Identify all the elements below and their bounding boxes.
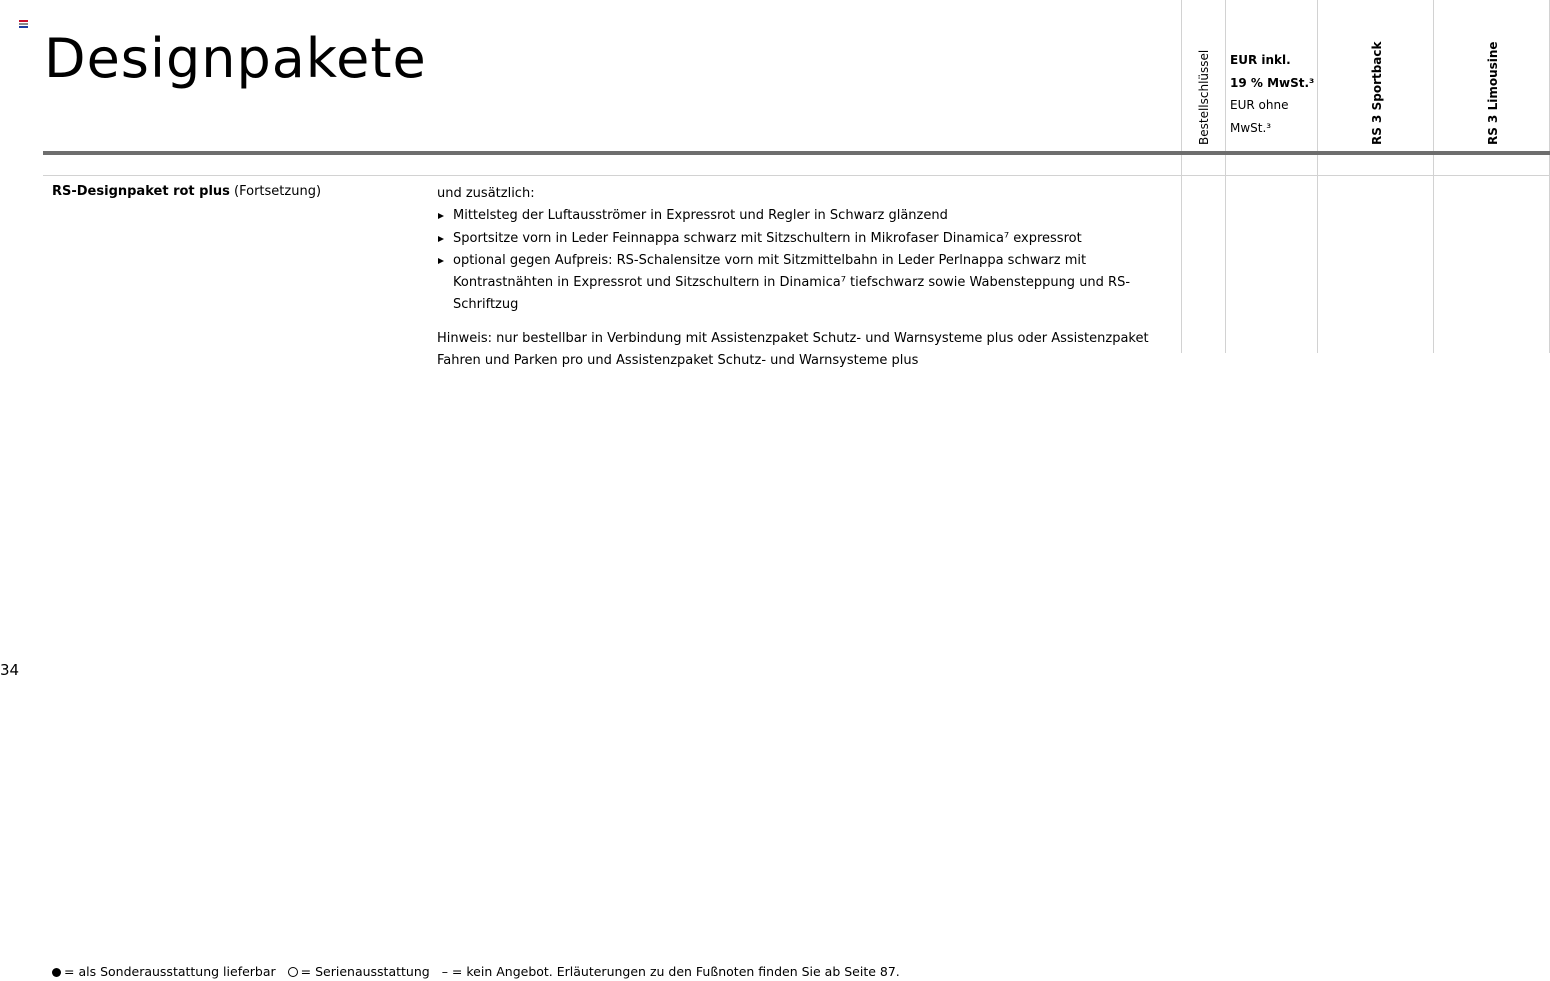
- header-price-incl-line1: EUR inkl.: [1230, 53, 1291, 67]
- empty-circle-icon: [288, 967, 298, 977]
- list-item-text: Mittelsteg der Luftausströmer in Expressrot und Regler in Schwarz glänzend: [453, 208, 948, 224]
- legend-standard: = Serienausstattung: [300, 964, 430, 979]
- row-label: [52, 183, 321, 201]
- page-number: 34: [0, 661, 20, 679]
- column-divider: [1225, 0, 1226, 353]
- list-item: [437, 205, 1172, 227]
- list-item: [437, 228, 1172, 250]
- header-price-incl-line2: 19 % MwSt.³: [1230, 75, 1315, 90]
- package-name: RS-Designpaket rot plus: [52, 184, 230, 199]
- list-item: [437, 250, 1172, 317]
- legend-optional: = als Sonderausstattung lieferbar: [64, 964, 276, 979]
- flag-stripe-grey: [19, 23, 28, 25]
- header-order-key: Bestellschlüssel: [1197, 49, 1211, 145]
- legend: [52, 963, 900, 981]
- bullet-triangle-icon: [438, 213, 444, 219]
- header-price-excl-line2: MwSt.³: [1230, 120, 1272, 135]
- row-rule: [43, 175, 1550, 176]
- flag-icon: [19, 20, 28, 27]
- filled-circle-icon: [52, 968, 61, 977]
- header-price-excl-line1: EUR ohne: [1230, 98, 1289, 112]
- package-note: Hinweis: nur bestellbar in Verbindung mit Assistenzpaket Schutz- und Warnsysteme plus oder Assistenzpaket Fahren und Parken pro und Assistenzpaket Schutz- und Warnsysteme plus: [437, 330, 1149, 369]
- list-item-text: optional gegen Aufpreis: RS-Schalensitze vorn mit Sitzmittelbahn in Leder Perlnappa schwarz mit Kontrastnähten in Expressrot und Sitzschultern in Dinamica⁷ tiefschwarz sowie Wabensteppung und RS-Schriftzug: [453, 252, 1131, 313]
- column-divider: [1317, 0, 1318, 353]
- column-divider: [1433, 0, 1434, 353]
- description-intro: und zusätzlich:: [437, 186, 535, 201]
- package-description: [437, 183, 1172, 372]
- header-model-sportback: RS 3 Sportback: [1370, 41, 1384, 145]
- header-model-limousine: RS 3 Limousine: [1486, 41, 1500, 145]
- header-rule: [43, 151, 1550, 155]
- column-divider: [1181, 0, 1182, 353]
- flag-stripe-red: [19, 20, 28, 22]
- page-title: Designpakete: [44, 27, 427, 91]
- legend-none: = kein Angebot. Erläuterungen zu den Fußnoten finden Sie ab Seite 87.: [451, 964, 900, 979]
- header-price: [1230, 49, 1316, 139]
- bullet-triangle-icon: [438, 258, 444, 264]
- feature-list: [437, 205, 1172, 316]
- bullet-triangle-icon: [438, 236, 444, 242]
- legend-none-symbol: –: [441, 964, 448, 979]
- list-item-text: Sportsitze vorn in Leder Feinnappa schwarz mit Sitzschultern in Mikrofaser Dinamica⁷ expressrot: [453, 230, 1082, 246]
- flag-stripe-blue: [19, 26, 28, 28]
- package-continuation: (Fortsetzung): [234, 184, 322, 199]
